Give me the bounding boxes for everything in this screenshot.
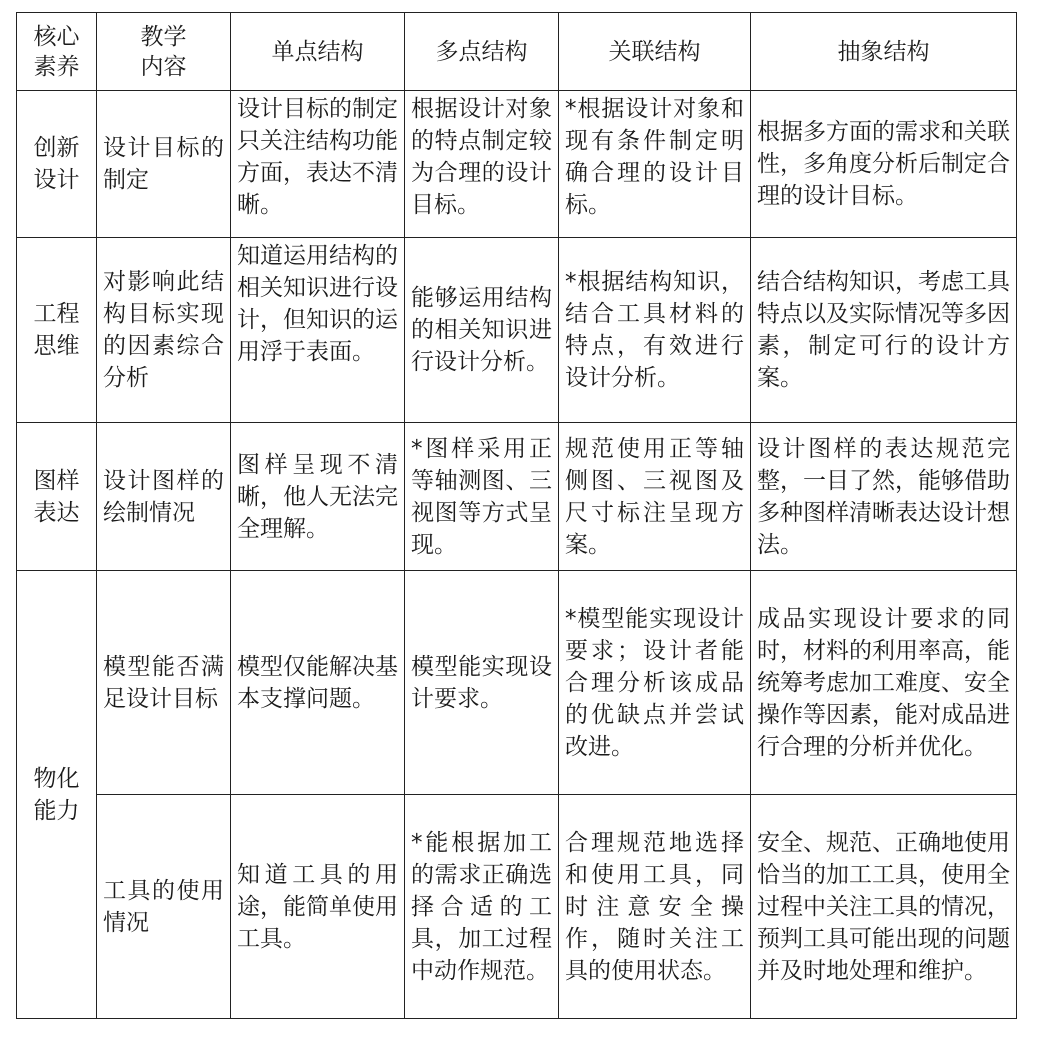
teaching-content-cell: 设计目标的制定 bbox=[97, 91, 231, 238]
unistructural-cell: 图样呈现不清晰，他人无法完全理解。 bbox=[231, 423, 405, 571]
header-row bbox=[17, 13, 1017, 91]
header-extended-abstract: 抽象结构 bbox=[751, 13, 1017, 91]
extended-abstract-cell: 安全、规范、正确地使用恰当的加工工具，使用全过程中关注工具的情况，预判工具可能出现的问题并及时地处理和维护。 bbox=[751, 795, 1017, 1019]
table-row bbox=[17, 238, 1017, 423]
relational-cell: *根据结构知识，结合工具材料的特点，有效进行设计分析。 bbox=[559, 238, 751, 423]
teaching-content-cell: 对影响此结构目标实现的因素综合分析 bbox=[97, 238, 231, 423]
extended-abstract-cell: 根据多方面的需求和关联性，多角度分析后制定合理的设计目标。 bbox=[751, 91, 1017, 238]
teaching-content-cell: 模型能否满足设计目标 bbox=[97, 571, 231, 795]
evaluation-table bbox=[16, 12, 1017, 1019]
relational-cell: *模型能实现设计要求；设计者能合理分析该成品的优缺点并尝试改进。 bbox=[559, 571, 751, 795]
core-literacy-cell: 工程 思维 bbox=[17, 238, 97, 423]
unistructural-cell: 模型仅能解决基本支撑问题。 bbox=[231, 571, 405, 795]
header-unistructural: 单点结构 bbox=[231, 13, 405, 91]
teaching-content-cell: 设计图样的绘制情况 bbox=[97, 423, 231, 571]
extended-abstract-cell: 成品实现设计要求的同时，材料的利用率高，能统筹考虑加工难度、安全操作等因素，能对成品进行合理的分析并优化。 bbox=[751, 571, 1017, 795]
table-row bbox=[17, 91, 1017, 238]
relational-cell: 规范使用正等轴侧图、三视图及尺寸标注呈现方案。 bbox=[559, 423, 751, 571]
multistructural-cell: *能根据加工的需求正确选择合适的工具，加工过程中动作规范。 bbox=[405, 795, 559, 1019]
core-literacy-cell: 物化 能力 bbox=[17, 571, 97, 1019]
header-teaching-content: 教学 内容 bbox=[97, 13, 231, 91]
teaching-content-cell: 工具的使用情况 bbox=[97, 795, 231, 1019]
multistructural-cell: 能够运用结构的相关知识进行设计分析。 bbox=[405, 238, 559, 423]
header-core-literacy: 核心 素养 bbox=[17, 13, 97, 91]
table-row bbox=[17, 423, 1017, 571]
core-literacy-cell: 图样 表达 bbox=[17, 423, 97, 571]
header-multistructural: 多点结构 bbox=[405, 13, 559, 91]
unistructural-cell: 知道运用结构的相关知识进行设计，但知识的运用浮于表面。 bbox=[231, 238, 405, 423]
table-row bbox=[17, 571, 1017, 795]
extended-abstract-cell: 结合结构知识，考虑工具特点以及实际情况等多因素，制定可行的设计方案。 bbox=[751, 238, 1017, 423]
table-row bbox=[17, 795, 1017, 1019]
relational-cell: *根据设计对象和现有条件制定明确合理的设计目标。 bbox=[559, 91, 751, 238]
multistructural-cell: 模型能实现设计要求。 bbox=[405, 571, 559, 795]
extended-abstract-cell: 设计图样的表达规范完整，一目了然，能够借助多种图样清晰表达设计想法。 bbox=[751, 423, 1017, 571]
header-relational: 关联结构 bbox=[559, 13, 751, 91]
unistructural-cell: 设计目标的制定只关注结构功能方面，表达不清晰。 bbox=[231, 91, 405, 238]
relational-cell: 合理规范地选择和使用工具，同时注意安全操作，随时关注工具的使用状态。 bbox=[559, 795, 751, 1019]
multistructural-cell: 根据设计对象的特点制定较为合理的设计目标。 bbox=[405, 91, 559, 238]
unistructural-cell: 知道工具的用途，能简单使用工具。 bbox=[231, 795, 405, 1019]
multistructural-cell: *图样采用正等轴测图、三视图等方式呈现。 bbox=[405, 423, 559, 571]
core-literacy-cell: 创新 设计 bbox=[17, 91, 97, 238]
